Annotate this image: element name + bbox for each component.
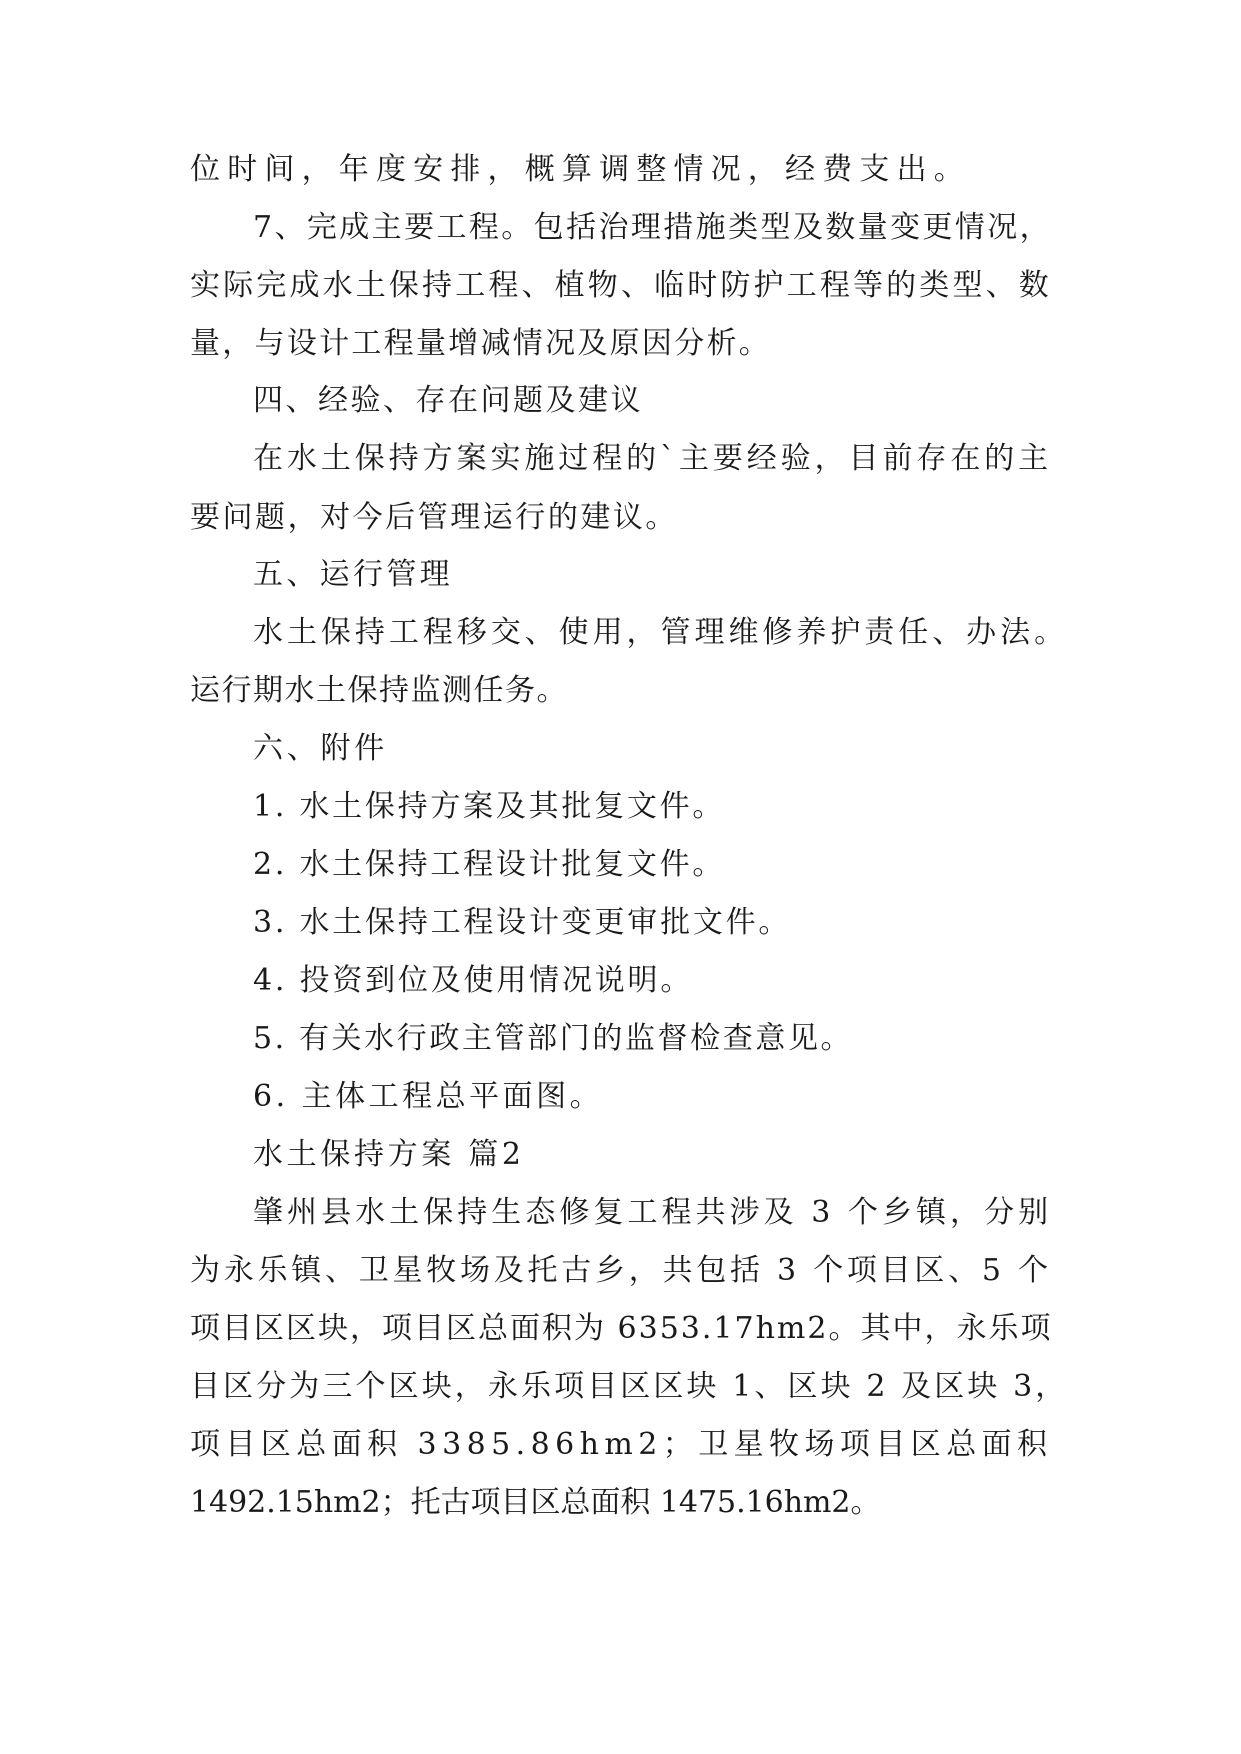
article-title: 水土保持方案 篇2: [253, 1137, 525, 1172]
section-heading: 五、运行管理: [253, 557, 453, 592]
list-item: 3. 水土保持工程设计变更审批文件。: [253, 905, 792, 940]
text-line: 量，与设计工程量增减情况及原因分析。: [190, 326, 772, 361]
list-item: 5. 有关水行政主管部门的监督检查意见。: [253, 1021, 854, 1056]
text-line: 实际完成水土保持工程、植物、临时防护工程等的类型、数: [190, 268, 1052, 303]
text-line: 为永乐镇、卫星牧场及托古乡，共包括 3 个项目区、5 个: [190, 1253, 1052, 1288]
text-line: 项目区区块，项目区总面积为 6353.17hm2。其中，永乐项: [190, 1311, 1053, 1346]
list-item: 4. 投资到位及使用情况说明。: [253, 963, 694, 998]
text-line: 1492.15hm2；托古项目区总面积 1475.16hm2。: [190, 1485, 881, 1520]
text-line: 位时间，年度安排，概算调整情况，经费支出。: [190, 152, 971, 187]
text-line: 项目区总面积 3385.86hm2；卫星牧场项目区总面积: [190, 1427, 1053, 1462]
text-line: 运行期水土保持监测任务。: [190, 673, 568, 708]
text-line: 在水土保持方案实施过程的`主要经验，目前存在的主: [253, 441, 1053, 476]
list-item: 6. 主体工程总平面图。: [253, 1079, 604, 1114]
text-line: 水土保持工程移交、使用，管理维修养护责任、办法。: [253, 615, 1069, 650]
list-item: 2. 水土保持工程设计批复文件。: [253, 847, 726, 882]
text-line: 目区分为三个区块，永乐项目区区块 1、区块 2 及区块 3，: [190, 1369, 1069, 1404]
section-heading: 六、附件: [253, 731, 388, 766]
text-line: 要问题，对今后管理运行的建议。: [190, 500, 678, 535]
list-item: 1. 水土保持方案及其批复文件。: [253, 789, 726, 824]
section-heading: 四、经验、存在问题及建议: [253, 383, 643, 418]
text-line: 7、完成主要工程。包括治理措施类型及数量变更情况，: [253, 210, 1053, 245]
text-line: 肇州县水土保持生态修复工程共涉及 3 个乡镇，分别: [253, 1195, 1053, 1230]
